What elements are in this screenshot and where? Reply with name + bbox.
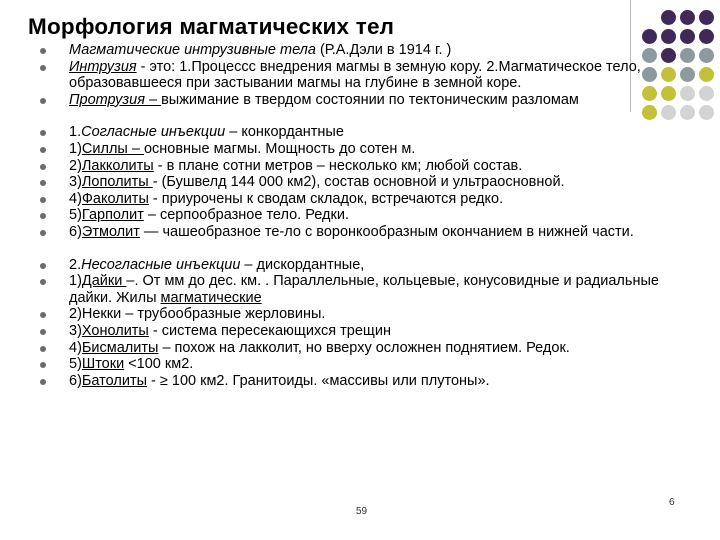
list-item: 6)Батолиты - ≥ 100 км2. Гранитоиды. «массивы или плутоны». — [40, 373, 690, 390]
decorative-dot — [699, 10, 714, 25]
list-item: 5)Гарполит – серпообразное тело. Редки. — [40, 207, 690, 224]
decorative-dot — [699, 86, 714, 101]
list-item: 6)Этмолит — чашеобразное те-ло с воронкообразным окончанием в нижней части. — [40, 224, 690, 241]
slide-number: 6 — [669, 497, 675, 508]
list-item: 3)Лополиты - (Бушвелд 144 000 км2), состав основной и ультраосновной. — [40, 174, 690, 191]
list-item: Магматические интрузивные тела (Р.А.Дэли в 1914 г. ) — [40, 42, 690, 59]
list-item: 1)Дайки –. От мм до дес. км. . Параллельные, кольцевые, конусовидные и радиальные дайки. Жилы магматические — [40, 273, 690, 306]
slide-title: Морфология магматических тел — [28, 14, 395, 39]
decorative-dot — [680, 10, 695, 25]
page-footer-number: 59 — [356, 506, 368, 517]
list-item: 2)Лакколиты - в плане сотни метров – несколько км; любой состав. — [40, 158, 690, 175]
list-item: Интрузия - это: 1.Процессс внедрения магмы в земную кору. 2.Магматическое тело, образовавшееся при застывании магмы на глубине в земной коре. — [40, 59, 690, 92]
list-item: 2.Несогласные инъекции – дискордантные, — [40, 257, 690, 274]
bullet-list — [40, 42, 690, 389]
list-item: 3)Хонолиты - система пересекающихся трещин — [40, 323, 690, 340]
list-item: 2)Некки – трубообразные жерловины. — [40, 306, 690, 323]
decorative-dot — [661, 10, 676, 25]
list-item: 4)Факолиты - приурочены к сводам складок, встречаются редко. — [40, 191, 690, 208]
decorative-dot — [699, 67, 714, 82]
list-item: Протрузия – выжимание в твердом состоянии по тектоническим разломам — [40, 92, 690, 109]
list-item: 1)Силлы – основные магмы. Мощность до сотен м. — [40, 141, 690, 158]
list-item: 5)Штоки <100 км2. — [40, 356, 690, 373]
decorative-dot — [699, 48, 714, 63]
decorative-dot — [699, 105, 714, 120]
list-item: 4)Бисмалиты – похож на лакколит, но вверху осложнен поднятием. Редок. — [40, 340, 690, 357]
decorative-dot — [699, 29, 714, 44]
list-item: 1.Согласные инъекции – конкордантные — [40, 124, 690, 141]
